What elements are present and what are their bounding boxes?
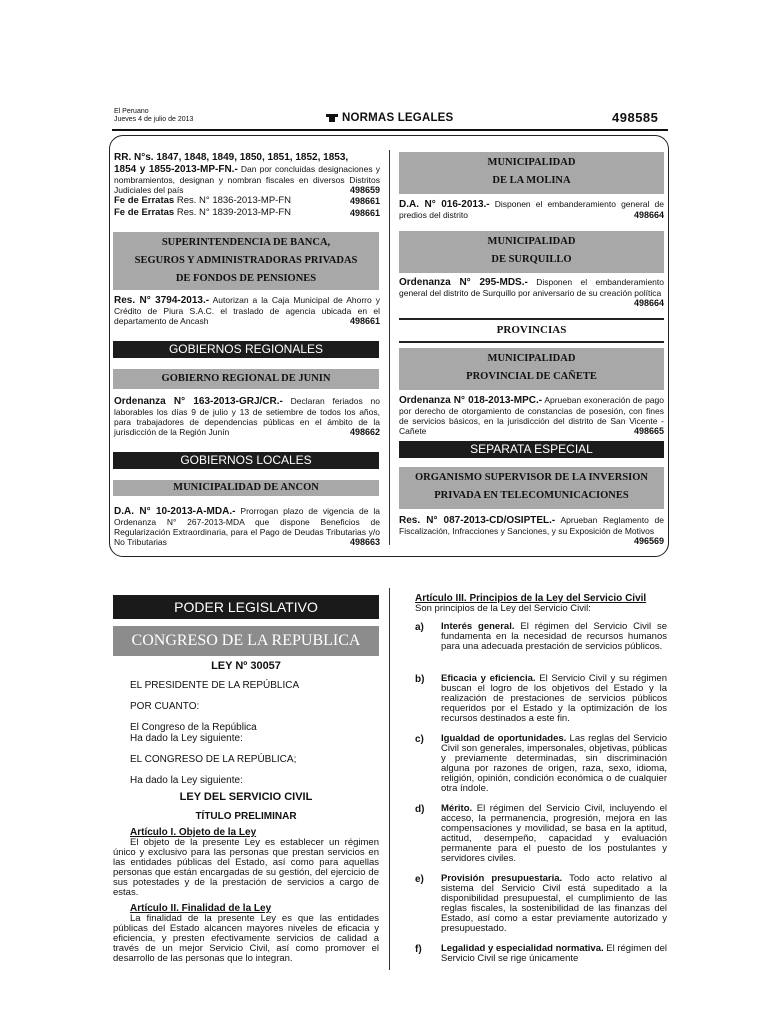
surquillo-entry: Ordenanza N° 295-MDS.- Disponen el embanderamiento general del distrito de Surquillo por aniversario de su creación política 498664 <box>399 277 664 308</box>
ley-number: LEY Nº 30057 <box>211 660 281 672</box>
principles-list: a) Interés general. El régimen del Servicio Civil se fundamenta en la necesidad de recursos humanos para una adecuada prestación de servicios públicos. b) Eficacia y eficiencia. El Servicio Civil y su régimen buscan el logro de los objetivos del Estado y la realización de prestaciones de servicios públicos requeridos por el Estado y la optimización de los recursos destinados a este fin. c) Igualdad de oportunidades. Las reglas del Servicio Civil son generales, impersonales, objetivas, públicas y previamente determinadas, sin discriminación alguna por razones de origen, raza, sexo, idioma, religión, opinión, condición económica o de cualquier otra índole. d) Mérito. El régimen del Servicio Civil, incluyendo el acceso, la permanencia, progresión, mejora en las compensaciones y movilidad, se basa en la aptitud, actitud, desempeño, capacidad y evaluación permanente para el puesto de los postulantes y servidores civiles. e) Provisión presupuestaria. Todo acto relativo al sistema del Servicio Civil está supeditado a la disponibilidad presupuestal, el cumplimiento de las reglas fiscales, la sostenibilidad de las finanzas del Estado, así como a estar previamente autorizado y presupuestado. f) Legalidad y especialidad normativa. El régimen del Servicio Civil se rige únicamente <box>415 621 668 964</box>
articulo-iii-intro: Son principios de la Ley del Servicio Civil: <box>415 603 591 614</box>
canete-entry: Ordenanza N° 018-2013-MPC.- Aprueban exoneración de pago por derecho de otorgamiento de constancias de posesión, con fines de servicios básicos, en la jurisdicción del distrito de San Vicente - Cañete 498665 <box>399 395 664 436</box>
presidente-line: EL PRESIDENTE DE LA REPÚBLICA <box>130 680 300 691</box>
por-cuanto-line: POR CUANTO: <box>130 701 200 712</box>
congreso-caps-line: EL CONGRESO DE LA REPÚBLICA; <box>130 754 297 765</box>
publication-date: Jueves 4 de julio de 2013 <box>114 116 194 123</box>
articulo-i <box>113 827 379 898</box>
molina-heading: MUNICIPALIDAD DE LA MOLINA <box>399 152 664 194</box>
column-divider <box>389 150 390 545</box>
osiptel-heading: ORGANISMO SUPERVISOR DE LA INVERSION PRIVADA EN TELECOMUNICACIONES <box>399 467 664 509</box>
articulo-i-text: El objeto de la presente Ley es establecer un régimen único y exclusivo para las personas que prestan servicios en las entidades públicas del Estado, así como para aquellas personas que están encargadas de su gestión, del ejercicio de sus potestades y de la prestación de servicios a cargo de estas. <box>113 837 379 898</box>
body-column-divider <box>389 588 390 970</box>
fe-erratas-1: Fe de Erratas Res. N° 1836-2013-MP-FN 498661 <box>114 195 380 206</box>
articulo-ii-text: La finalidad de la presente Ley es que las entidades públicas del Estado alcancen mayores niveles de eficacia y eficiencia, y presten efectivamente servicios de calidad a través de un mejor Servicio Civil, así como promover el desarrollo de las personas que lo integran. <box>113 913 379 964</box>
articulo-iii-heading: Artículo III. Principios de la Ley del Servicio Civil <box>415 593 647 604</box>
poder-legislativo-heading: PODER LEGISLATIVO <box>113 595 379 619</box>
peru-shield-icon <box>326 113 338 122</box>
provincias-rule-bottom <box>399 341 664 343</box>
gobiernos-regionales-heading: GOBIERNOS REGIONALES <box>113 341 379 358</box>
rr-entry: 1854 y 1855-2013-MP-FN.- Dan por concluidas designaciones y nombramientos, designan y nombran fiscales en diversos Distritos Judiciales del país 498659 <box>114 164 380 195</box>
ley-titulo: LEY DEL SERVICIO CIVIL <box>179 791 313 803</box>
header-rule <box>112 129 668 131</box>
rr-title: RR. N°s. 1847, 1848, 1849, 1850, 1851, 1852, 1853, <box>114 152 349 163</box>
articulo-iii <box>399 594 665 614</box>
provincias-heading: PROVINCIAS <box>496 324 567 336</box>
molina-entry: D.A. N° 016-2013.- Disponen el embanderamiento general de predios del distrito 498664 <box>399 199 664 220</box>
congreso-line-2: Ha dado la Ley siguiente: <box>130 733 243 744</box>
congreso-line-1: El Congreso de la República <box>130 722 257 733</box>
normas-legales-logo: NORMAS LEGALES <box>326 112 453 124</box>
articulo-i-heading: Artículo I. Objeto de la Ley <box>130 827 257 838</box>
congreso-heading: CONGRESO DE LA REPUBLICA <box>113 626 379 656</box>
articulo-ii <box>113 903 379 964</box>
provincias-rule-top <box>399 318 664 320</box>
sbs-heading: SUPERINTENDENCIA DE BANCA, SEGUROS Y ADMINISTRADORAS PRIVADAS DE FONDOS DE PENSIONES <box>113 232 379 290</box>
canete-heading: MUNICIPALIDAD PROVINCIAL DE CAÑETE <box>399 348 664 390</box>
summary-left-column <box>114 152 380 219</box>
junin-entry: Ordenanza N° 163-2013-GRJ/CR.- Declaran feriados no laborables los días 9 de julio y 13 de setiembre de todos los años, para trabajadores de dependencias públicas en el ámbito de la jurisdicción de la Región Junín 498662 <box>114 396 380 437</box>
preamble <box>130 680 380 786</box>
page-number: 498585 <box>612 110 659 125</box>
ancon-entry: D.A. N° 10-2013-A-MDA.- Prorrogan plazo de vigencia de la Ordenanza N° 267-2013-MDA que dispone Beneficios de Regularización Extraordinaria, para el Pago de Deudas Tributarias y/o No Tributarias 498663 <box>114 506 381 547</box>
ha-dado-line: Ha dado la Ley siguiente: <box>130 775 243 786</box>
osiptel-entry: Res. N° 087-2013-CD/OSIPTEL.- Aprueban Reglamento de Fiscalización, Infracciones y Sanciones, y su Exposición de Motivos 496569 <box>399 515 664 546</box>
publication-info <box>114 108 193 124</box>
separata-especial-heading: SEPARATA ESPECIAL <box>399 441 664 458</box>
sbs-entry: Res. N° 3794-2013.- Autorizan a la Caja Municipal de Ahorro y Crédito de Piura S.A.C. el traslado de agencia ubicada en el departamento de Ancash 498661 <box>114 295 380 326</box>
publication-name: El Peruano <box>114 108 149 115</box>
articulo-ii-heading: Artículo II. Finalidad de la Ley <box>130 903 272 914</box>
titulo-preliminar: TÍTULO PRELIMINAR <box>195 811 297 822</box>
junin-heading: GOBIERNO REGIONAL DE JUNIN <box>113 369 379 389</box>
surquillo-heading: MUNICIPALIDAD DE SURQUILLO <box>399 231 664 273</box>
gobiernos-locales-heading: GOBIERNOS LOCALES <box>113 452 379 469</box>
ancon-heading: MUNICIPALIDAD DE ANCON <box>113 480 379 496</box>
fe-erratas-2: Fe de Erratas Res. N° 1839-2013-MP-FN 498661 <box>114 207 380 218</box>
